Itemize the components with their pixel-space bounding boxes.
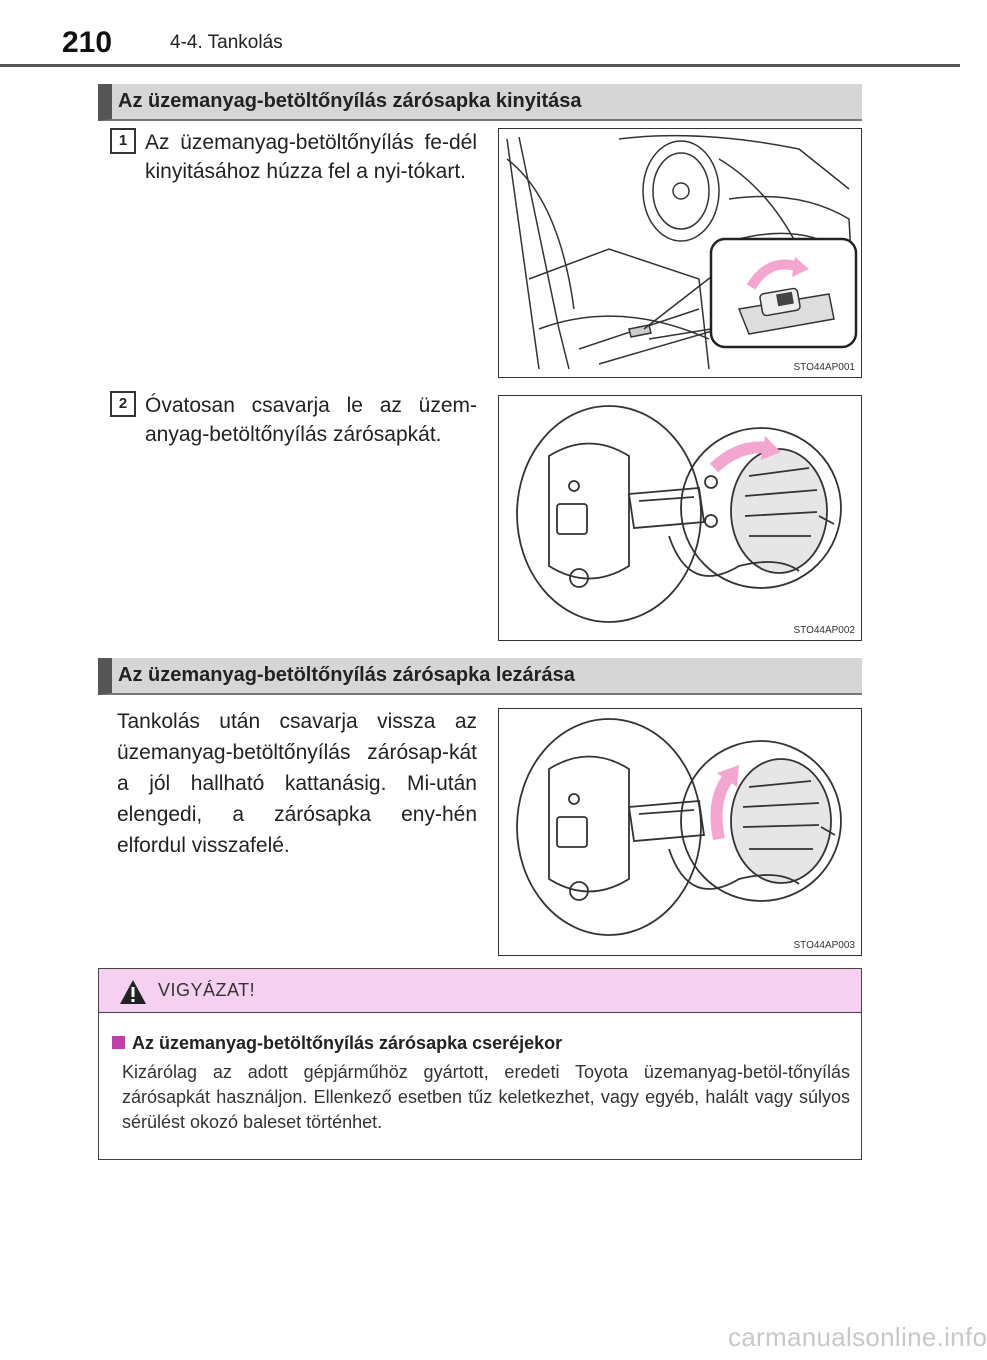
figure-unscrew bbox=[498, 395, 862, 641]
warning-subtitle: Az üzemanyag-betöltőnyílás zárósapka cseréjekor bbox=[132, 1033, 563, 1053]
page-number: 210 bbox=[62, 26, 113, 59]
fuel-cap-close-illustration bbox=[499, 709, 860, 954]
warning-bullet-icon bbox=[112, 1036, 125, 1049]
chapter-title: 4-4. Tankolás bbox=[170, 32, 283, 53]
figure-label-3: STO44AP003 bbox=[793, 940, 855, 951]
warning-text: Kizárólag az adott gépjárműhöz gyártott, eredeti Toyota üzemanyag-betöl-tőnyílás zárósapkát használjon. Ellenkező esetben tűz keletkezhet, vagy egyéb, halált vagy súlyos sérülést okozó baleset történhet. bbox=[122, 1062, 850, 1132]
figure-label-2: STO44AP002 bbox=[793, 625, 855, 636]
fuel-cap-open-illustration bbox=[499, 396, 860, 639]
step-text-1: Az üzemanyag-betöltőnyílás fe-dél kinyitásához húzza fel a nyi-tókart. bbox=[145, 131, 477, 183]
car-interior-illustration bbox=[499, 129, 860, 376]
figure-screw-on bbox=[498, 708, 862, 956]
step-badge-2: 2 bbox=[110, 391, 136, 417]
close-instructions: Tankolás után csavarja vissza az üzemanyag-betöltőnyílás zárósap-kát a jól hallható kattanásig. Mi-után elengedi, a zárósapka eny-hén elfordul visszafelé. bbox=[117, 710, 477, 857]
figure-lever bbox=[498, 128, 862, 378]
warning-triangle-icon bbox=[118, 978, 148, 1006]
warning-label: VIGYÁZAT! bbox=[158, 980, 256, 1000]
section-title-close: Az üzemanyag-betöltőnyílás zárósapka lezárása bbox=[118, 664, 575, 686]
step-text-2: Óvatosan csavarja le az üzem-anyag-betöltőnyílás zárósapkát. bbox=[145, 394, 477, 446]
figure-label-1: STO44AP001 bbox=[793, 362, 855, 373]
step-badge-1: 1 bbox=[110, 128, 136, 154]
header-rule bbox=[0, 64, 960, 67]
watermark: carmanualsonline.info bbox=[728, 1322, 987, 1352]
section-title-open: Az üzemanyag-betöltőnyílás zárósapka kinyitása bbox=[118, 90, 582, 112]
